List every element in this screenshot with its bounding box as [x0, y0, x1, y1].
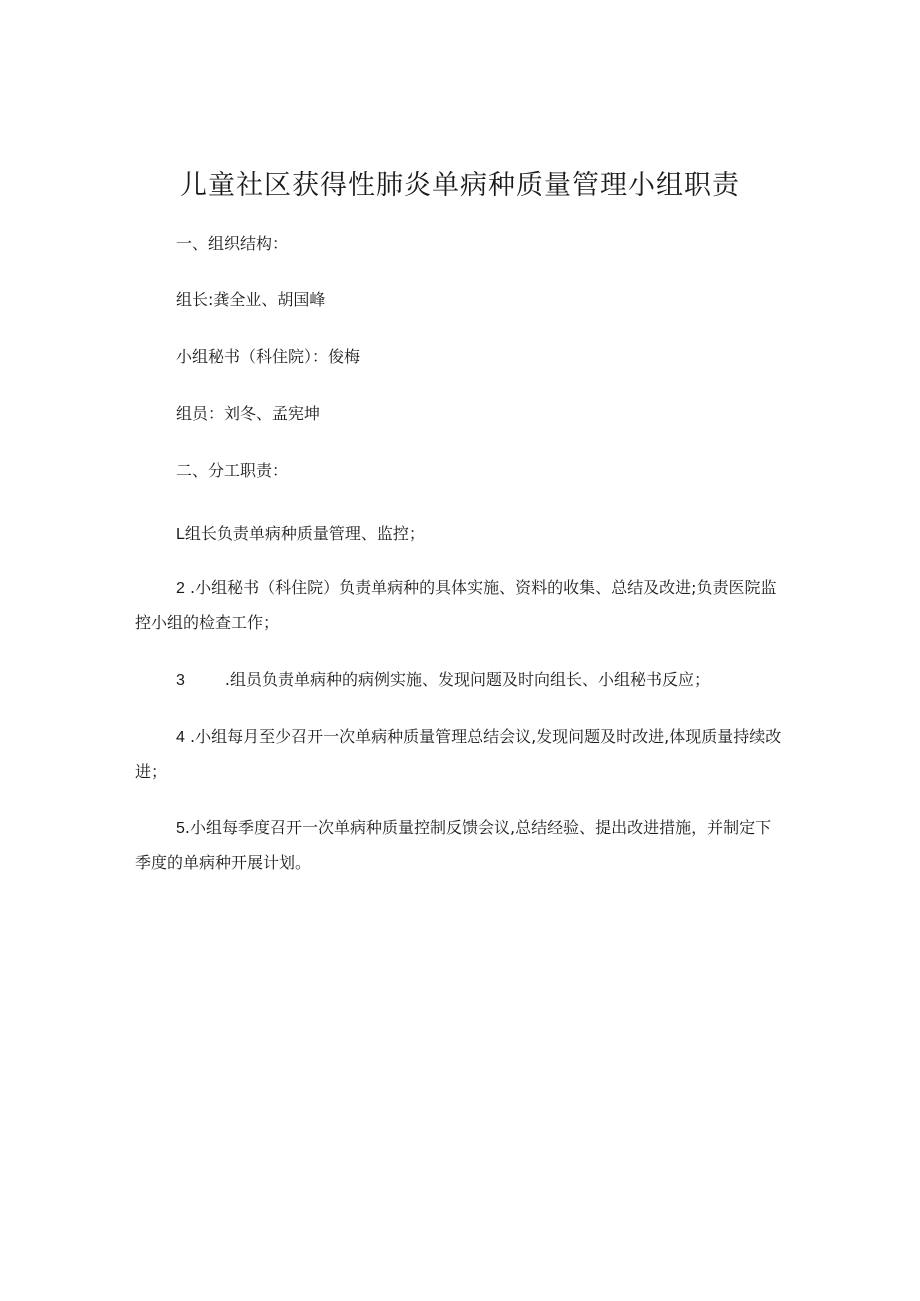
- duty-text: 组长负责单病种质量管理、监控；: [184, 524, 425, 543]
- members-line: 组员：刘冬、孟宪坤: [176, 404, 321, 423]
- secretary-line: 小组秘书（科住院）：俊梅: [176, 347, 361, 366]
- duty-number: 4: [176, 729, 185, 746]
- duty-item-5: [135, 811, 785, 880]
- duty-item-2: [135, 571, 785, 640]
- duty-item-4: [135, 720, 785, 789]
- duty-number: L: [176, 526, 185, 543]
- duty-number: 3: [176, 672, 185, 689]
- leader-line: 组长:龚全业、胡国峰: [176, 290, 326, 309]
- duty-text: .小组秘书（科住院）负责单病种的具体实施、资料的收集、总结及改进;负责医院监控小组的检查工作；: [135, 578, 777, 632]
- duty-text: .小组每月至少召开一次单病种质量管理总结会议,发现问题及时改进,体现质量持续改进；: [135, 727, 782, 781]
- duty-number: 5: [176, 820, 185, 837]
- section-heading-duties: 二、分工职责：: [176, 461, 289, 480]
- document-title: 儿童社区获得性肺炎单病种质量管理小组职责: [180, 170, 740, 201]
- duty-item-1: [176, 524, 425, 545]
- duty-text: .小组每季度召开一次单病种质量控制反馈会议,总结经验、提出改进措施，并制定下季度的单病种开展计划。: [135, 818, 772, 872]
- duty-text: .组员负责单病种的病例实施、发现问题及时向组长、小组秘书反应；: [224, 670, 710, 689]
- section-heading-organization: 一、组织结构：: [176, 234, 289, 253]
- duty-item-3: [176, 670, 710, 691]
- duty-number: 2: [176, 580, 185, 597]
